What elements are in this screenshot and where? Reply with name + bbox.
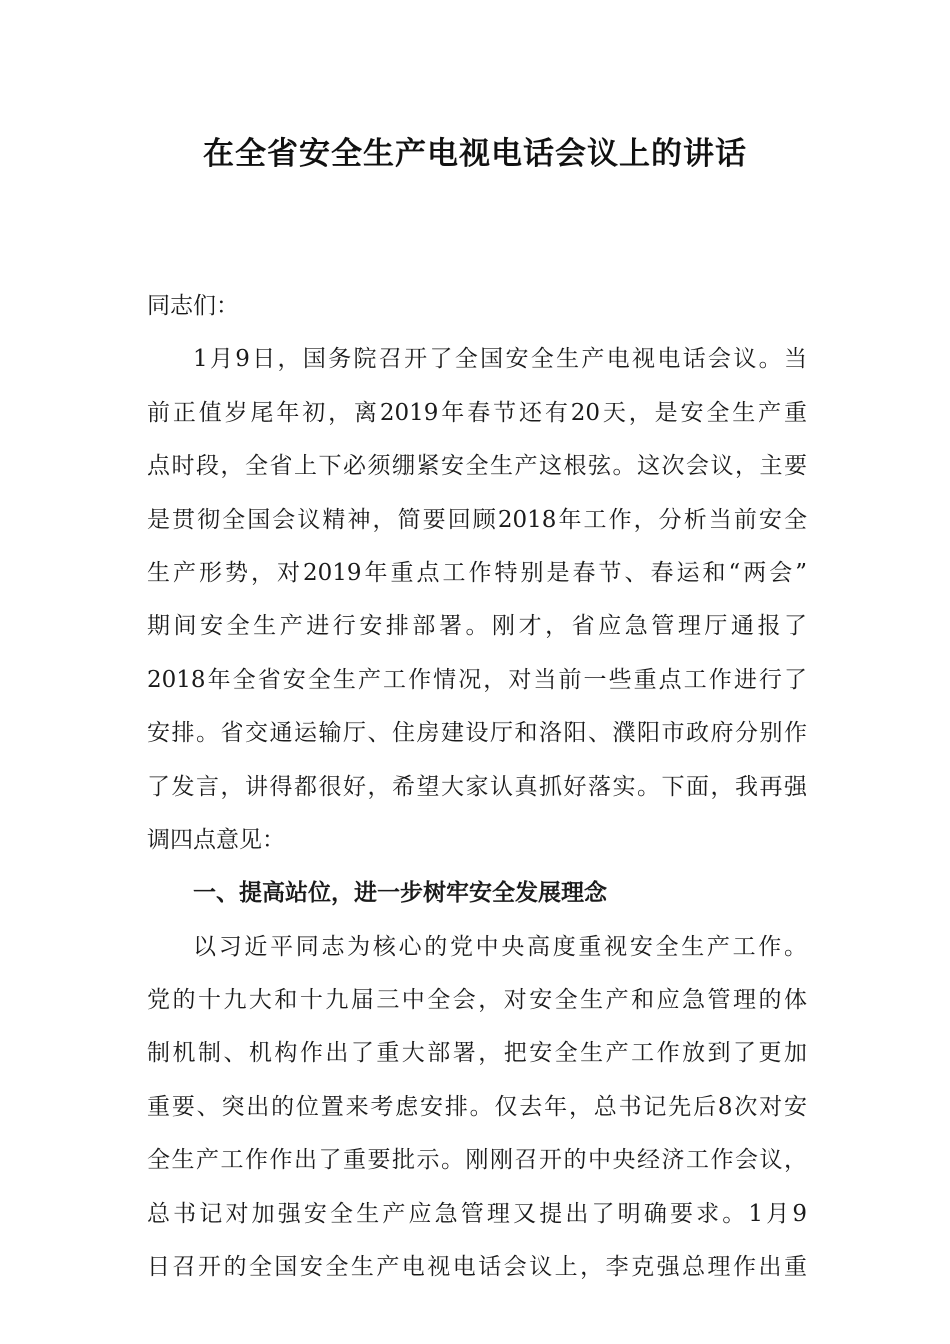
- paragraph-line: 重要、突出的位置来考虑安排。仅去年，总书记先后8次对安: [147, 1093, 807, 1120]
- paragraph-line: 制机制、机构作出了重大部署，把安全生产工作放到了更加: [147, 1040, 807, 1067]
- paragraph-line: 期间安全生产进行安排部署。刚才，省应急管理厅通报了: [147, 613, 807, 640]
- paragraph-line: 前正值岁尾年初，离2019年春节还有20天，是安全生产重: [147, 399, 807, 426]
- paragraph-line: 调四点意见：: [147, 826, 285, 853]
- paragraph-line: 总书记对加强安全生产应急管理又提出了明确要求。1月9: [147, 1200, 807, 1227]
- document-title: 在全省安全生产电视电话会议上的讲话: [203, 136, 747, 172]
- paragraph-line: 党的十九大和十九届三中全会，对安全生产和应急管理的体: [147, 987, 807, 1014]
- paragraph-line: 1月9日，国务院召开了全国安全生产电视电话会议。当: [193, 346, 807, 373]
- paragraph-line: 全生产工作作出了重要批示。刚刚召开的中央经济工作会议，: [147, 1147, 807, 1174]
- paragraph-line: 生产形势，对2019年重点工作特别是春节、春运和“两会”: [147, 559, 807, 586]
- section-heading: 一、提高站位，进一步树牢安全发展理念: [193, 880, 607, 907]
- paragraph-line: 日召开的全国安全生产电视电话会议上，李克强总理作出重: [147, 1254, 807, 1281]
- paragraph-line: 了发言，讲得都很好，希望大家认真抓好落实。下面，我再强: [147, 773, 807, 800]
- paragraph-line: 安排。省交通运输厅、住房建设厅和洛阳、濮阳市政府分别作: [147, 720, 807, 747]
- paragraph-line: 是贯彻全国会议精神，简要回顾2018年工作，分析当前安全: [147, 506, 807, 533]
- paragraph-line: 2018年全省安全生产工作情况，对当前一些重点工作进行了: [147, 666, 807, 693]
- paragraph-line: 点时段，全省上下必须绷紧安全生产这根弦。这次会议，主要: [147, 453, 807, 480]
- paragraph-line: 以习近平同志为核心的党中央高度重视安全生产工作。: [193, 933, 807, 960]
- salutation: 同志们：: [147, 293, 239, 319]
- document-body: [147, 280, 807, 1294]
